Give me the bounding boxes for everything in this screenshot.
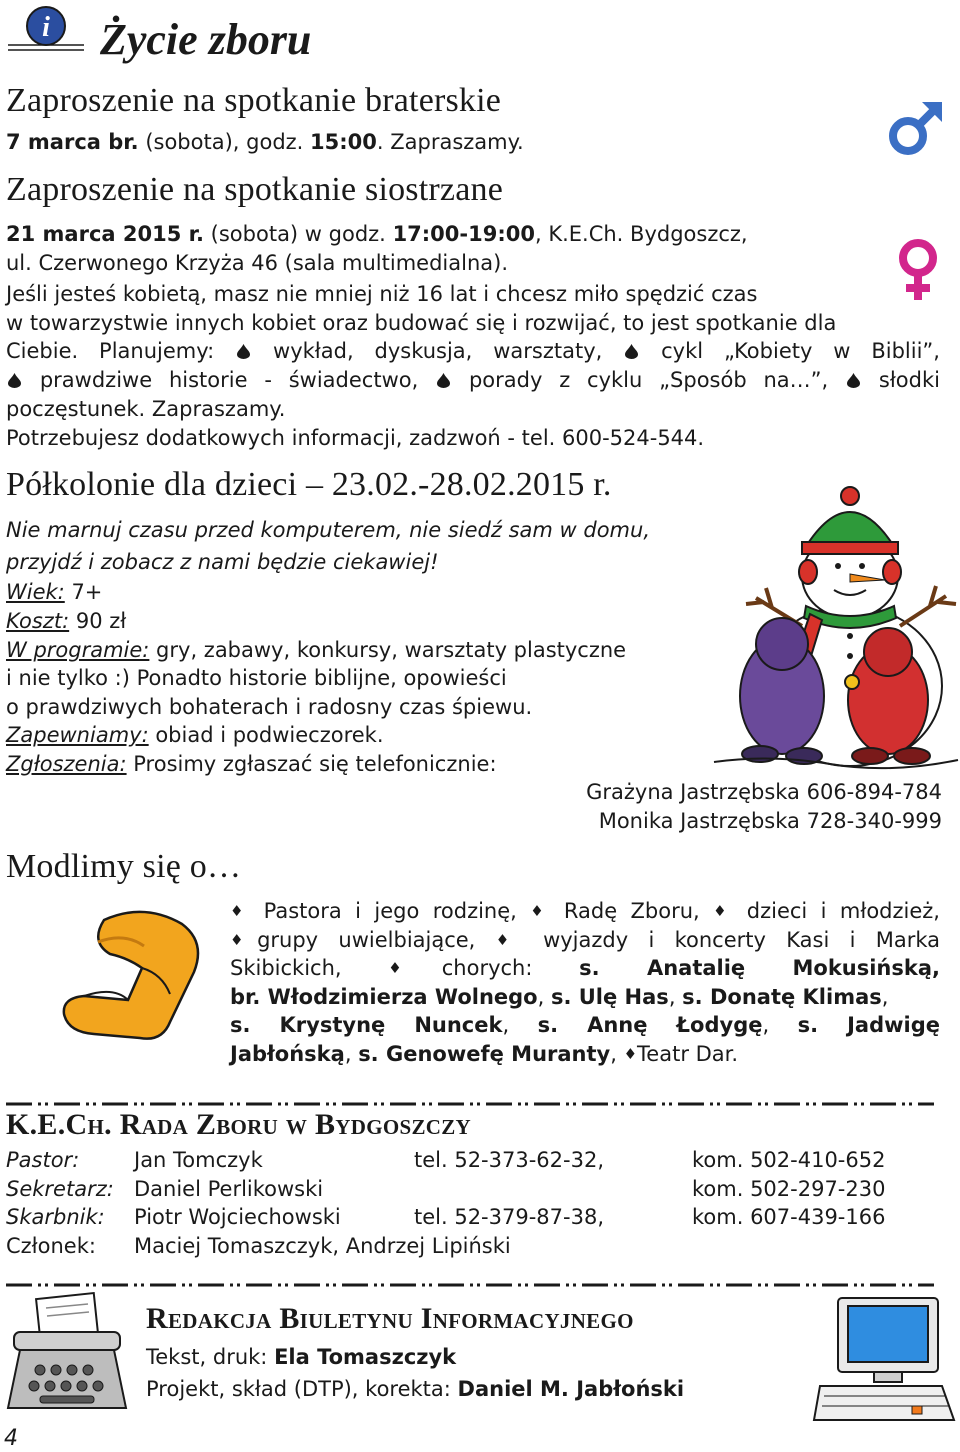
council-name: Maciej Tomaszczyk, Andrzej Lipiński [134, 1234, 511, 1258]
diamond-bullet-icon: ♦ [230, 902, 251, 920]
sister-meeting-contact: Potrzebujesz dodatkowych informacji, zadzwoń - tel. 600-524-544. [6, 426, 705, 450]
council-tel: tel. 52-379-87-38, [414, 1205, 604, 1229]
council-name: Jan Tomczyk [134, 1148, 263, 1172]
camp-program-2: i nie tylko :) Ponadto historie biblijne, opowieści [6, 666, 507, 690]
camp-age: Wiek: 7+ [6, 580, 103, 604]
sister-meeting-heading: Zaproszenie na spotkanie siostrzane [6, 171, 503, 208]
sister-meeting-plan-1: Ciebie. Planujemy: wykład, dyskusja, warsztaty, cykl „Kobiety w Biblii”, [6, 339, 940, 363]
snowman-illustration [710, 486, 960, 776]
info-icon [8, 4, 84, 56]
diamond-bullet-icon: ♦ [230, 931, 258, 949]
sister-meeting-plan-3: poczęstunek. Zapraszamy. [6, 397, 286, 421]
council-heading: K.E.Ch. Rada Zboru w Bydgoszczy [6, 1108, 472, 1141]
camp-program: W programie: gry, zabawy, konkursy, warsztaty plastyczne [6, 638, 627, 662]
praying-figure-illustration [44, 902, 214, 1052]
male-symbol-icon [886, 98, 946, 158]
page-number: 4 [4, 1426, 18, 1451]
camp-lead-1: Nie marnuj czasu przed komputerem, nie siedź sam w domu, [6, 518, 650, 542]
section-divider [6, 1272, 934, 1276]
sister-meeting-plan-2: prawdziwe historie - świadectwo, porady z cyklu „Sposób na…”, słodki [6, 366, 940, 395]
camp-contact-2: Monika Jastrzębska 728-340-999 [598, 809, 942, 833]
drop-bullet-icon [437, 373, 450, 388]
drop-bullet-icon [625, 344, 638, 359]
female-symbol-icon [892, 236, 944, 302]
sister-meeting-intro-1: Jeśli jesteś kobietą, masz nie mniej niż 16 lat i chcesz miło spędzić czas [6, 282, 758, 306]
camp-signup: Zgłoszenia: Prosimy zgłaszać się telefonicznie: [6, 752, 497, 776]
prayer-line-4: br. Włodzimierza Wolnego, s. Ulę Has, s. Donatę Klimas, [230, 985, 889, 1009]
council-role: Pastor: [6, 1148, 80, 1172]
drop-bullet-icon [237, 344, 250, 359]
sister-meeting-intro-2: w towarzystwie innych kobiet oraz budować się i rozwijać, to jest spotkanie dla [6, 311, 837, 335]
drop-bullet-icon [847, 373, 860, 388]
camp-program-3: o prawdziwych bohaterach i radosny czas śpiewu. [6, 695, 533, 719]
diamond-bullet-icon: ♦ [713, 902, 734, 920]
editorial-print: Tekst, druk: Ela Tomaszczyk [146, 1345, 457, 1369]
diamond-bullet-icon: ♦ [530, 902, 551, 920]
sister-meeting-date: 21 marca 2015 r. (sobota) w godz. 17:00-19:00, K.E.Ch. Bydgoszcz, [6, 222, 748, 246]
typewriter-icon [4, 1292, 130, 1422]
prayer-heading: Modlimy się o… [6, 848, 242, 885]
section-divider [6, 1091, 934, 1095]
prayer-line-3: Skibickich, ♦chorych: s. Anatalię Mokusińską, [230, 956, 940, 980]
council-kom: kom. 502-410-652 [692, 1148, 886, 1172]
diamond-bullet-icon: ♦ [495, 931, 523, 949]
sister-meeting-place: ul. Czerwonego Krzyża 46 (sala multimedialna). [6, 251, 509, 275]
camp-heading: Półkolonie dla dzieci – 23.02.-28.02.2015 r. [6, 466, 612, 503]
brother-meeting-heading: Zaproszenie na spotkanie braterskie [6, 82, 502, 119]
council-tel: tel. 52-373-62-32, [414, 1148, 604, 1172]
council-kom: kom. 502-297-230 [692, 1177, 886, 1201]
council-name: Daniel Perlikowski [134, 1177, 324, 1201]
brother-meeting-details: 7 marca br. (sobota), godz. 15:00. Zapraszamy. [6, 130, 524, 154]
editorial-heading: Redakcja Biuletynu Informacyjnego [146, 1302, 634, 1335]
camp-contact-1: Grażyna Jastrzębska 606-894-784 [586, 780, 942, 804]
prayer-line-1: ♦ Pastora i jego rodzinę, ♦ Radę Zboru, ♦ dzieci i młodzież, [230, 899, 940, 923]
council-role: Skarbnik: [6, 1205, 105, 1229]
camp-cost: Koszt: 90 zł [6, 609, 127, 633]
camp-lead-2: przyjdź i zobacz z nami będzie ciekawiej! [6, 550, 439, 574]
svg-text:i: i [42, 12, 50, 43]
prayer-line-5: s. Krystynę Nuncek, s. Annę Łodygę, s. Jadwigę [230, 1013, 940, 1037]
council-kom: kom. 607-439-166 [692, 1205, 886, 1229]
council-role: Członek: [6, 1234, 96, 1258]
page-title: Życie zboru [100, 15, 312, 64]
diamond-bullet-icon: ♦ [388, 959, 442, 977]
camp-provide: Zapewniamy: obiad i podwieczorek. [6, 723, 384, 747]
diamond-bullet-icon: ♦ [623, 1045, 638, 1063]
council-name: Piotr Wojciechowski [134, 1205, 341, 1229]
council-role: Sekretarz: [6, 1177, 114, 1201]
editorial-design: Projekt, skład (DTP), korekta: Daniel M. Jabłoński [146, 1377, 685, 1401]
prayer-line-6: Jabłońską, s. Genowefę Muranty, ♦Teatr Dar. [230, 1042, 739, 1066]
computer-icon [812, 1294, 958, 1426]
prayer-line-2: ♦grupy uwielbiające, ♦ wyjazdy i koncerty Kasi i Marka [230, 928, 940, 952]
drop-bullet-icon [8, 373, 21, 388]
